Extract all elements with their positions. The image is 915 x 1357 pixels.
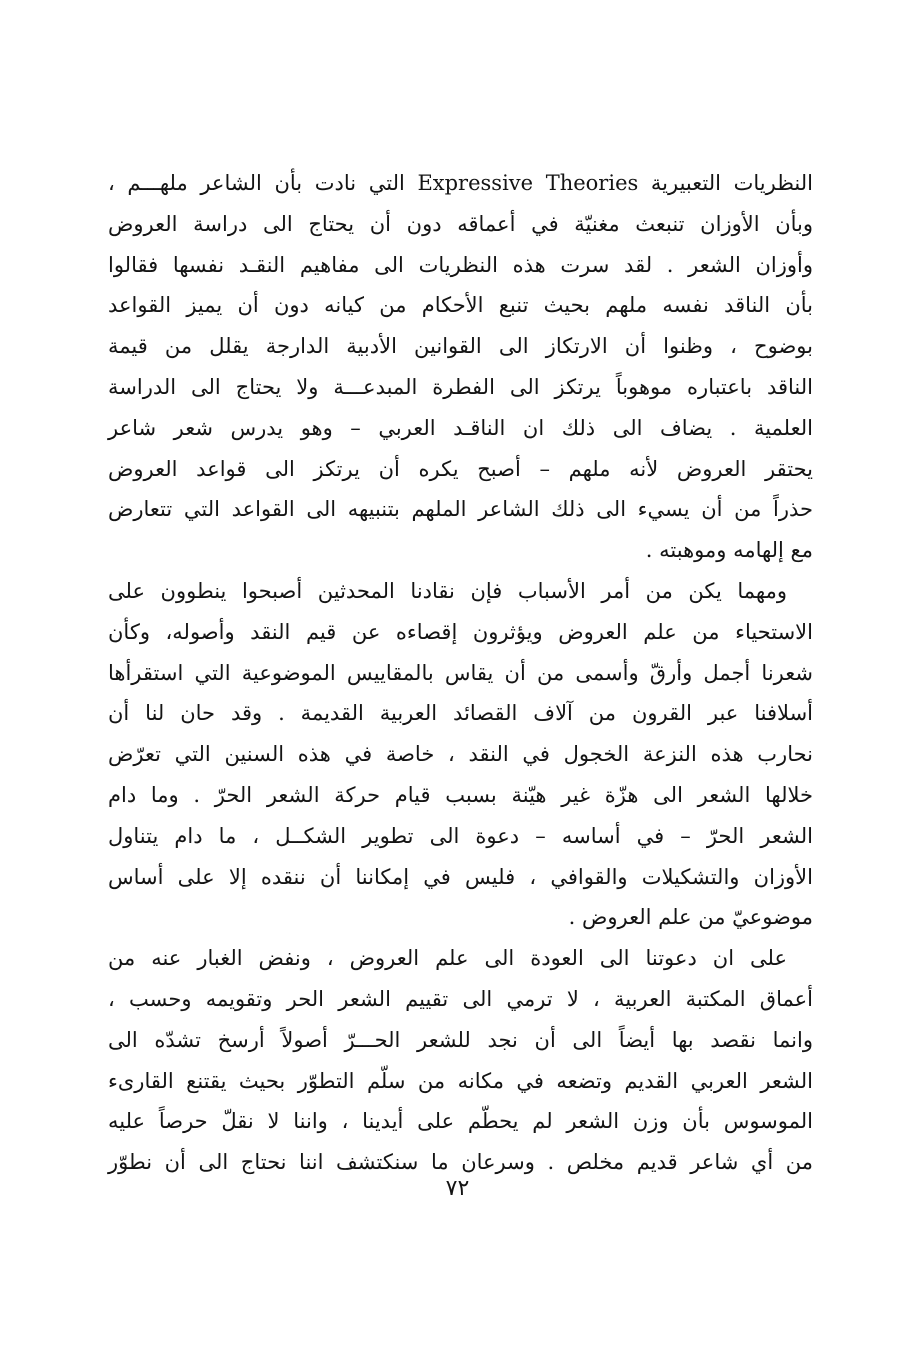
paragraph-1-line-4: بأن الناقد نفسه ملهم بحيث تنبع الأحكام من كيانه دون أن يميز القواعد: [108, 293, 813, 318]
paragraph-2-line-6: خلالها الشعر الى هزّة غير هيّنة بسبب قيام حركة الشعر الحرّ . وما دام: [108, 782, 813, 807]
paragraph-1-line-2: وبأن الأوزان تنبعث مغنيّة في أعماقه دون أن يحتاج الى دراسة العروض: [108, 211, 813, 236]
paragraph-2-line-7: الشعر الحرّ – في أساسه – دعوة الى تطوير الشكــل ، ما دام يتناول: [108, 823, 813, 848]
paragraph-2-line-4: أسلافنا عبر القرون من آلاف القصائد العربية القديمة . وقد حان لنا أن: [108, 701, 813, 726]
paragraph-1-line-10: مع إلهامه وموهبته .: [645, 538, 813, 563]
paragraph-1-line-1: النظريات التعبيرية Expressive Theories التي نادت بأن الشاعر ملهـــم ،: [108, 171, 813, 195]
paragraph-2-line-9: موضوعيّ من علم العروض .: [568, 905, 813, 930]
paragraph-3-line-2: أعماق المكتبة العربية ، لا ترمي الى تقييم الشعر الحر وتقويمه وحسب ،: [108, 986, 813, 1011]
paragraph-1-line-8: يحتقر العروض لأنه ملهم – أصبح يكره أن يرتكز الى قواعد العروض: [108, 456, 813, 481]
paragraph-1-line-3: وأوزان الشعر . لقد سرت هذه النظريات الى مفاهيم النقـد نفسها فقالوا: [108, 252, 813, 277]
paragraph-3-line-4: الشعر العربي القديم وتضعه في مكانه من سلّم التطوّر بحيث يقتنع القارىء: [108, 1068, 813, 1093]
paragraph-1-line-7: العلمية . يضاف الى ذلك ان الناقـد العربي – وهو يدرس شعر شاعر: [108, 415, 813, 440]
paragraph-3-line-5: الموسوس بأن وزن الشعر لم يحطّم على أيدينا ، واننا لا نقلّ حرصاً عليه: [108, 1109, 813, 1134]
paragraph-2-line-1: ومهما يكن من أمر الأسباب فإن نقادنا المحدثين أصبحوا ينطوون على: [108, 578, 787, 603]
paragraph-3-line-6: من أي شاعر قديم مخلص . وسرعان ما سنكتشف اننا نحتاج الى أن نطوّر: [108, 1150, 813, 1175]
body-text: [108, 163, 813, 1183]
paragraph-1-line-6: الناقد باعتباره موهوباً يرتكز الى الفطرة المبدعـــة ولا يحتاج الى الدراسة: [108, 374, 813, 399]
paragraph-1-line-5: بوضوح ، وظنوا أن الارتكاز الى القوانين الأدبية الدارجة يقلل من قيمة: [108, 334, 813, 359]
paragraph-2-line-3: شعرنا أجمل وأرقّ وأسمى من أن يقاس بالمقاييس الموضوعية التي استقرأها: [108, 660, 813, 685]
paragraph-3-line-3: وانما نقصد بها أيضاً الى أن نجد للشعر الحـــرّ أصولاً أرسخ تشدّه الى: [108, 1027, 813, 1052]
page-number: ٧٢: [445, 1176, 470, 1201]
paragraph-2-line-5: نحارب هذه النزعة الخجول في النقد ، خاصة في هذه السنين التي تعرّض: [108, 742, 813, 767]
paragraph-2-line-8: الأوزان والتشكيلات والقوافي ، فليس في إمكاننا أن ننقده إلا على أساس: [108, 864, 813, 889]
paragraph-2-line-2: الاستحياء من علم العروض ويؤثرون إقصاءه عن قيم النقد وأصوله، وكأن: [108, 619, 813, 644]
paragraph-1-line-9: حذراً من أن يسيء الى ذلك الشاعر الملهم بتنبيهه الى القواعد التي تتعارض: [108, 497, 813, 522]
paragraph-3-line-1: على ان دعوتنا الى العودة الى علم العروض ، ونفض الغبار عنه من: [108, 946, 787, 971]
